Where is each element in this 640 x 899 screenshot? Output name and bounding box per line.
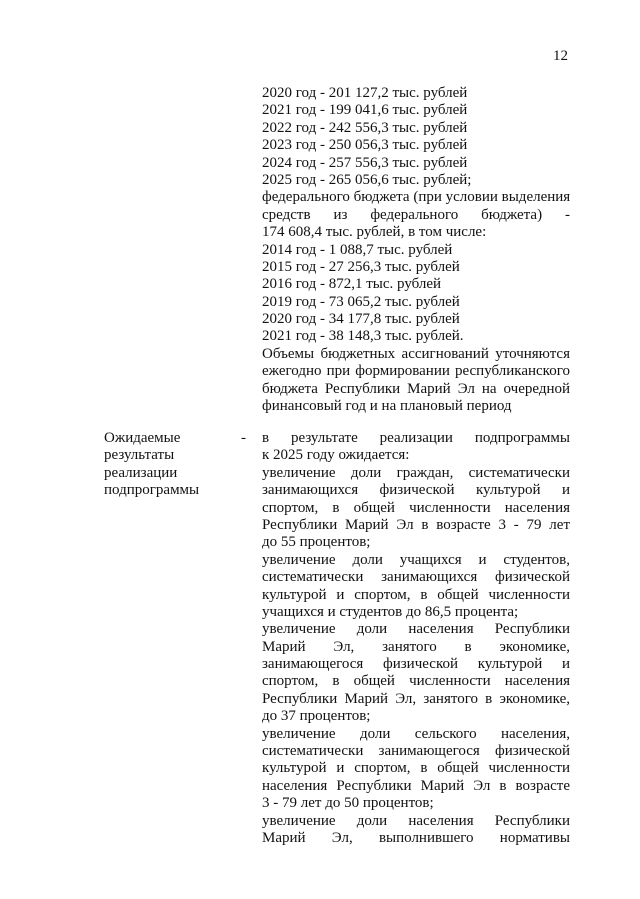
budget-line: средств из федерального бюджета) - — [262, 206, 570, 223]
results-line: занимающихся физической культурой и — [262, 482, 570, 499]
budget-line: 2015 год - 27 256,3 тыс. рублей — [262, 258, 460, 275]
budget-line: 2022 год - 242 556,3 тыс. рублей — [262, 119, 468, 136]
results-line: к 2025 году ожидается: — [262, 447, 410, 464]
results-line: учащихся и студентов до 86,5 процента; — [262, 603, 519, 620]
expected-results-text — [262, 430, 570, 847]
budget-line: 2019 год - 73 065,2 тыс. рублей — [262, 293, 460, 310]
budget-line: 2023 год - 250 056,3 тыс. рублей — [262, 137, 468, 154]
results-line: увеличение доли граждан, систематически — [262, 464, 570, 481]
results-line: увеличение доли учащихся и студентов, — [262, 551, 570, 568]
budget-line: федерального бюджета (при условии выделения — [262, 189, 571, 206]
results-line: культурой и спортом, в общей численности — [262, 586, 570, 603]
budget-line: 2021 год - 38 148,3 тыс. рублей. — [262, 328, 464, 345]
label-line: реализации — [104, 464, 178, 481]
budget-line: ежегодно при формировании республиканского — [262, 363, 570, 380]
results-line: Республики Марий Эл, занятого в экономике, — [262, 690, 570, 707]
budget-line: 2025 год - 265 056,6 тыс. рублей; — [262, 171, 472, 188]
budget-line: 2020 год - 201 127,2 тыс. рублей — [262, 85, 468, 101]
budget-funding-text — [262, 85, 570, 415]
budget-line: 2014 год - 1 088,7 тыс. рублей — [262, 241, 453, 258]
results-line: увеличение доли населения Республики — [262, 621, 570, 638]
budget-line: бюджета Республики Марий Эл на очередной — [262, 380, 570, 397]
results-line: до 55 процентов; — [262, 534, 371, 551]
budget-line: 174 608,4 тыс. рублей, в том числе: — [262, 224, 487, 241]
label-line: результаты — [104, 447, 175, 464]
label-line: Ожидаемые — [104, 430, 181, 446]
budget-line: 2021 год - 199 041,6 тыс. рублей — [262, 102, 468, 119]
budget-line: 2020 год - 34 177,8 тыс. рублей — [262, 311, 460, 328]
results-line: Марий Эл, занятого в экономике, — [262, 638, 570, 655]
results-line: увеличение доли населения Республики — [262, 812, 570, 829]
results-line: культурой и спортом, в общей численности — [262, 760, 570, 777]
results-line: 3 - 79 лет до 50 процентов; — [262, 795, 434, 812]
results-line: спортом, в общей численности населения — [262, 499, 570, 516]
expected-results-label — [104, 430, 264, 500]
budget-line: 2024 год - 257 556,3 тыс. рублей — [262, 154, 468, 171]
results-line: Республики Марий Эл в возрасте 3 - 79 лет — [262, 516, 570, 533]
budget-line: 2016 год - 872,1 тыс. рублей — [262, 276, 442, 293]
budget-line: финансовый год и на плановый период — [262, 398, 512, 415]
results-line: спортом, в общей численности населения — [262, 673, 570, 690]
label-line: подпрограммы — [104, 482, 200, 499]
results-line: населения Республики Марий Эл в возрасте — [262, 777, 570, 794]
results-line: занимающегося физической культурой и — [262, 656, 570, 673]
results-line: систематически занимающегося физической — [262, 743, 570, 760]
page-number: 12 — [553, 48, 568, 64]
results-line: до 37 процентов; — [262, 708, 371, 725]
budget-line: Объемы бюджетных ассигнований уточняются — [262, 345, 570, 362]
results-line: систематически занимающихся физической — [262, 569, 570, 586]
results-line: Марий Эл, выполнившего нормативы — [262, 829, 570, 846]
results-line: в результате реализации подпрограммы — [262, 430, 570, 446]
row-dash-separator: - — [241, 430, 246, 446]
results-line: увеличение доли сельского населения, — [262, 725, 570, 742]
